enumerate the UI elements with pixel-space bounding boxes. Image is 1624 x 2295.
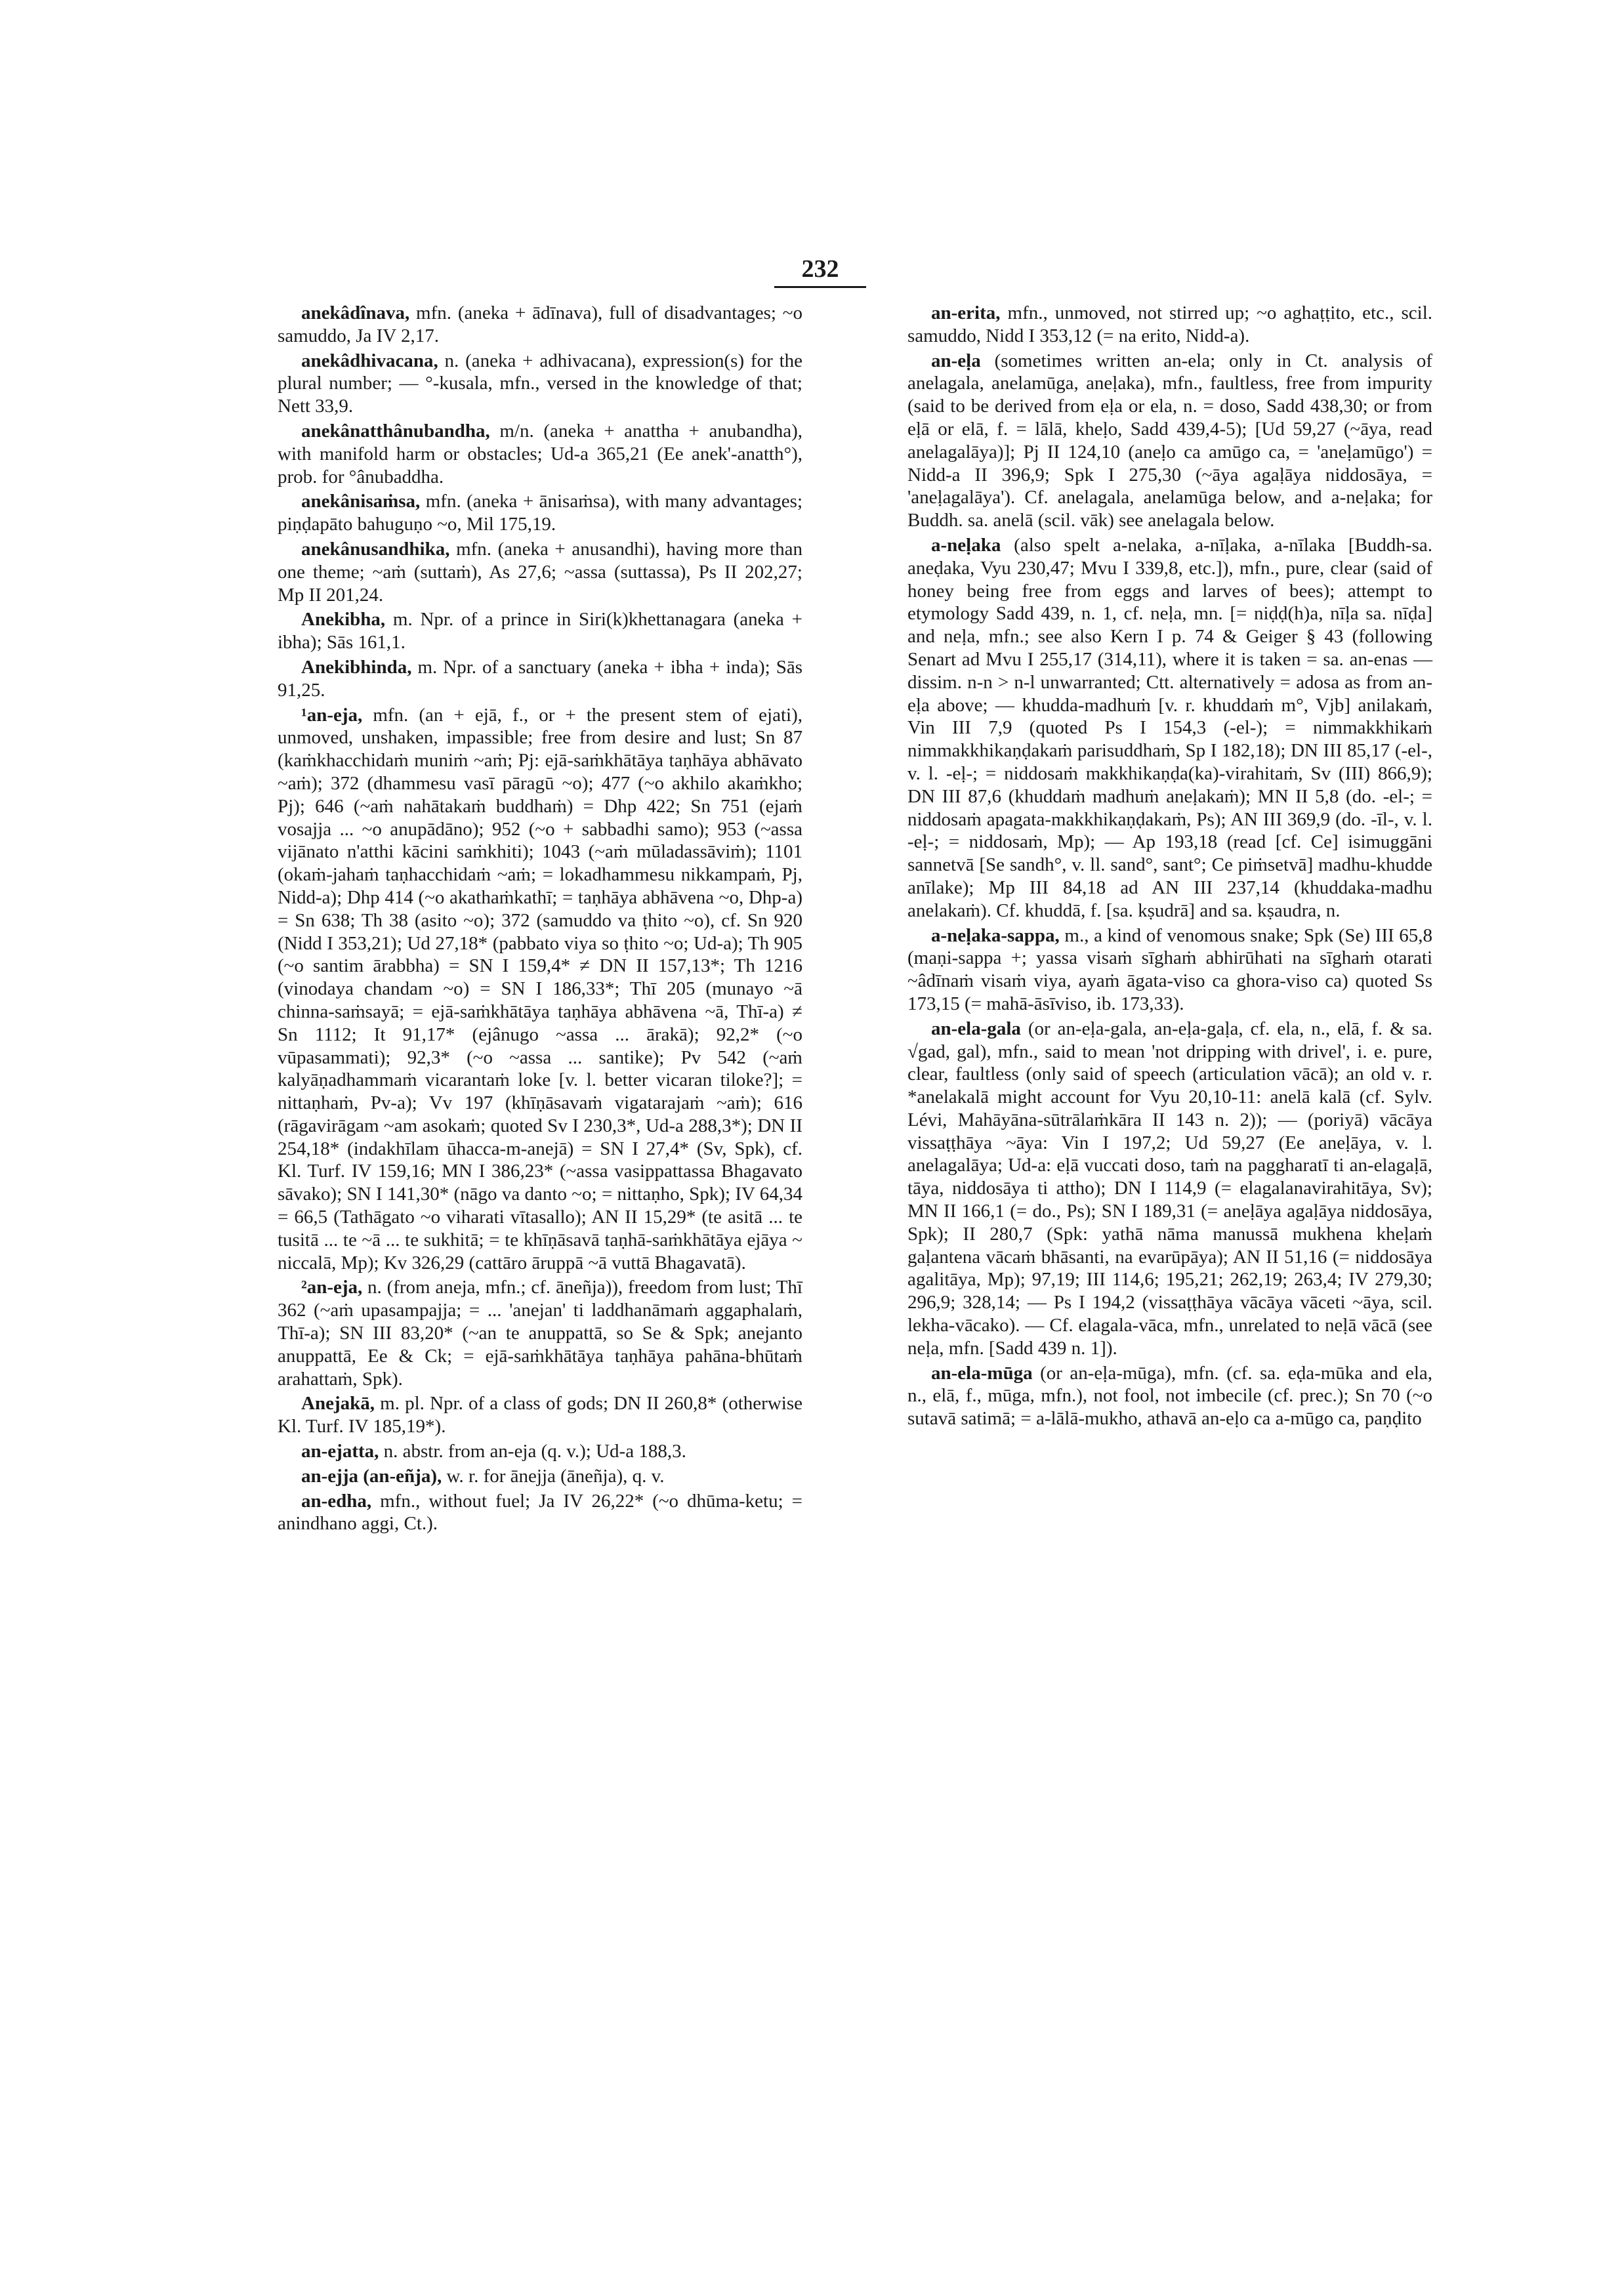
dictionary-entry: [278, 1392, 802, 1438]
entry-body: (sometimes written an-ela; only in Ct. analysis of anelagala, anelamūga, aneḷaka), mfn., faultless, free from impurity (said to be derived from eḷa or ela, n. = doso, Sadd 438,30; or from eḷā or elā, f. = lālā, kheḷo, Sadd 439,4-5); [Ud 59,27 (~āya, read anelagalāya)]; Pj II 124,10 (aneḷo ca amūgo ca, = 'aneḷamūgo') = Nidd-a II 396,9; Spk I 275,30 (~āya agaḷāya niddosāya, = 'aneḷagalāya'). Cf. anelagala, anelamūga below, and a-neḷaka; for Buddh. sa. anelā (scil. vāk) see anelagala below.: [907, 350, 1432, 531]
entry-body: mfn. (aneka + ādīnava), full of disadvantages; ~o samuddo, Ja IV 2,17.: [278, 302, 802, 346]
entry-headword: anekânusandhika,: [301, 538, 450, 560]
dictionary-entry: [278, 1465, 802, 1488]
entry-headword: an-erita,: [931, 302, 1001, 323]
dictionary-entry: [278, 420, 802, 488]
entry-headword: anekâdînava,: [301, 302, 410, 323]
entry-body: (or an-eḷa-mūga), mfn. (cf. sa. eḍa-mūka and ela, n., elā, f., mūga, mfn.), not fool, not imbecile (cf. prec.); Sn 70 (~o sutavā satimā; = a-lālā-mukho, athavā an-eḷo ca a-mūgo ca, paṇḍito: [907, 1362, 1432, 1430]
dictionary-entry: [278, 704, 802, 1275]
entry-headword: an-ela-gala: [931, 1018, 1021, 1039]
right-column: [907, 302, 1432, 1432]
dictionary-entry: [278, 1490, 802, 1536]
entry-body: w. r. for ānejja (āneñja), q. v.: [442, 1465, 665, 1487]
entry-body: n. (aneka + adhivacana), expression(s) for the plural number; — °-kusala, mfn., versed in the knowledge of that; Nett 33,9.: [278, 350, 802, 417]
entry-body: m., a kind of venomous snake; Spk (Se) III 65,8 (maṇi-sappa +; yassa visaṁ sīghaṁ abhirūhati na sīghaṁ otarati ~âdīnaṁ visaṁ viya, ayaṁ āgata-viso ca ghora-viso ca) quoted Ss 173,15 (= mahā-āsīviso, ib. 173,33).: [907, 924, 1432, 1014]
dictionary-entry: [278, 656, 802, 702]
entry-body: m/n. (aneka + anattha + anubandha), with manifold harm or obstacles; Ud-a 365,21 (Ee anek'-anatth°), prob. for °ânubaddha.: [278, 420, 802, 487]
entry-body: n. abstr. from an-eja (q. v.); Ud-a 188,3.: [379, 1441, 686, 1462]
entry-body: m. Npr. of a sanctuary (aneka + ibha + inda); Sās 91,25.: [278, 656, 802, 701]
entry-body: (or an-eḷa-gala, an-eḷa-gaḷa, cf. ela, n., elā, f. & sa. √gad, gal), mfn., said to mean 'not dripping with drivel', i. e. pure, clear, faultless (only said of speech (articulation vācā); an old v. r. *anelakalā might account for Vyu 20,10-11: anelā kalā (cf. Sylv. Lévi, Mahāyāna-sūtrālaṁkāra II 143 n. 2)); — (poriyā) vācāya vissaṭṭhāya ~āya: Vin I 197,2; Ud 59,27 (Ee aneḷāya, v. l. anelagalāya; Ud-a: eḷā vuccati doso, taṁ na paggharatī ti an-elagaḷā, tāya, niddosāya ti attho); DN I 114,9 (= elagalanavirahitāya, Sv); MN II 166,1 (= do., Ps); SN I 189,31 (= aneḷāya agaḷāya niddosāya, Spk); II 280,7 (Spk: yathā nāma manussā mukhena kheḷaṁ gaḷantena vācaṁ bhāsanti, na evarūpāya); AN II 51,16 (= niddosāya agalitāya, Mp); 97,19; III 114,6; 195,21; 262,19; 263,4; IV 279,30; 296,9; 328,14; — Ps I 194,2 (vissaṭṭhāya vācāya vāceti ~āya, scil. lekha-vācako). — Cf. elagala-vāca, mfn., unrelated to neḷā vācā (see neḷa, mfn. [Sadd 439 n. 1]).: [907, 1018, 1432, 1359]
dictionary-entry: [278, 608, 802, 654]
dictionary-entry: [278, 350, 802, 418]
entry-body: m. Npr. of a prince in Siri(k)khettanagara (aneka + ibha); Sās 161,1.: [278, 609, 802, 653]
entry-body: mfn. (an + ejā, f., or + the present stem of ejati), unmoved, unshaken, impassible; free from desire and lust; Sn 87 (kaṁkhacchidaṁ muniṁ ~aṁ; Pj: ejā-saṁkhātāya taṇhāya abhāvato ~aṁ); 372 (dhammesu vasī pāragū ~o); 477 (~o akhilo akaṁkho; Pj); 646 (~aṁ nahātakaṁ buddhaṁ) = Dhp 422; Sn 751 (ejaṁ vosajja ... ~o anupādāno); 952 (~o + sabbadhi samo); 953 (~assa vijānato n'atthi kācini saṁkhiti); 1043 (~aṁ mūladassāviṁ); 1101 (okaṁ-jahaṁ taṇhacchidaṁ ~aṁ; = lokadhammesu nikkampaṁ, Pj, Nidd-a); Dhp 414 (~o akathaṁkathī; = taṇhāya abhāvena ~o, Dhp-a) = Sn 638; Th 38 (asito ~o); 372 (samuddo va ṭhito ~o), cf. Sn 920 (Nidd I 353,21); Ud 27,18* (pabbato viya so ṭhito ~o; Ud-a); Th 905 (~o santim ārabbha) = SN I 159,4* ≠ DN II 157,13*; Th 1216 (vinodaya chandam ~o) = SN I 186,33*; Thī 205 (munayo ~ā chinna-saṁsayā; = ejā-saṁkhātāya taṇhāya abhāvena ~ā, Thī-a) ≠ Sn 1112; It 91,17* (ejânugo ~assa ... ārakā); 92,2* (~o vūpasammati); 92,3* (~o ~assa ... santike); Pv 542 (~aṁ kalyāṇadhammaṁ vicarantaṁ loke [v. l. better vicaran tiloke?]; = nittaṇhaṁ, Pv-a); Vv 197 (khīṇāsavaṁ vigatarajaṁ ~aṁ); 616 (rāgavirāgam ~am asokaṁ; quoted Sv I 230,3*, Ud-a 288,3*); DN II 254,18* (indakhīlam ūhacca-m-anejā) = SN I 27,4* (Sv, Spk), cf. Kl. Turf. IV 159,16; MN I 386,23* (~assa vasippattassa Bhagavato sāvako); SN I 141,30* (nāgo va danto ~o; = nittaṇho, Spk); IV 64,34 = 66,5 (Tathāgato ~o viharati vītasallo); AN II 15,29* (te asitā ... te tusitā ... te ~ā ... te sukhitā; = te khīṇāsavā taṇhā-saṁkhātāya ejāya ~ niccalā, Mp); Kv 326,29 (cattāro āruppā ~ā vuttā Bhagavatā).: [278, 704, 802, 1273]
page-number: 232: [774, 255, 866, 288]
entry-body: mfn. (aneka + ānisaṁsa), with many advantages; piṇḍapāto bahuguṇo ~o, Mil 175,19.: [278, 491, 802, 535]
entry-headword: an-ejja (an-eñja),: [301, 1465, 442, 1487]
entry-headword: anekâdhivacana,: [301, 350, 438, 371]
entry-headword: ¹an-eja,: [301, 704, 363, 726]
dictionary-entry: [278, 1440, 802, 1463]
entry-body: n. (from aneja, mfn.; cf. āneñja)), freedom from lust; Thī 362 (~aṁ upasampajja; = ... 'anejan' ti laddhanāmaṁ aggaphalaṁ, Thī-a); SN III 83,20* (~an te anuppattā, so Se & Spk; anejanto anuppattā, Ee & Ck; = ejā-saṁkhātāya taṇhāya pahāna-bhūtaṁ arahattaṁ, Spk).: [278, 1277, 802, 1390]
entry-headword: an-eḷa: [931, 350, 981, 371]
entry-body: mfn., unmoved, not stirred up; ~o aghaṭṭito, etc., scil. samuddo, Nidd I 353,12 (= na erito, Nidd-a).: [907, 302, 1432, 346]
dictionary-entry: [907, 1018, 1432, 1360]
entry-body: mfn. (aneka + anusandhi), having more than one theme; ~aṁ (suttaṁ), As 27,6; ~assa (suttassa), Ps II 202,27; Mp II 201,24.: [278, 538, 802, 606]
entry-body: mfn., without fuel; Ja IV 26,22* (~o dhūma-ketu; = anindhano aggi, Ct.).: [278, 1490, 802, 1535]
dictionary-entry: [907, 302, 1432, 348]
entry-headword: an-edha,: [301, 1490, 372, 1512]
dictionary-entry: [907, 924, 1432, 1016]
entry-headword: a-neḷaka: [931, 534, 1001, 556]
entry-headword: Anekibhinda,: [301, 656, 412, 678]
dictionary-entry: [907, 534, 1432, 922]
dictionary-entry: [278, 538, 802, 606]
dictionary-entry: [278, 302, 802, 348]
entry-headword: Anejakā,: [301, 1393, 375, 1415]
dictionary-entry: [907, 1362, 1432, 1430]
entry-headword: an-ejatta,: [301, 1441, 379, 1462]
entry-body: m. pl. Npr. of a class of gods; DN II 260,8* (otherwise Kl. Turf. IV 185,19*).: [278, 1393, 802, 1437]
entry-headword: Anekibha,: [301, 609, 386, 631]
entry-headword: anekânatthânubandha,: [301, 420, 490, 442]
entry-body: (also spelt a-nelaka, a-nīḷaka, a-nīlaka [Buddh-sa. aneḍaka, Vyu 230,47; Mvu I 339,8, etc.]), mfn., pure, clear (said of honey being free from eggs and larves of bees); attempt to etymology Sadd 439, n. 1, cf. neḷa, mn. [= niḍḍ(h)a, nīḷa sa. nīḍa] and neḷa, mfn.; see also Kern I p. 74 & Geiger § 43 (following Senart ad Mvu I 255,17 (314,11), where it is taken = sa. an-enas — dissim. n-n > n-l unwarranted; Ctt. alternatively = adosa as from an-eḷa above; — khudda-madhuṁ [v. r. khuddaṁ m°, Vjb] anilakaṁ, Vin III 7,9 (quoted Ps I 154,3 (-el-); = nimmakkhikaṁ nimmakkhikaṇḍakaṁ parisuddhaṁ, Sp I 182,18); DN III 85,17 (-el-, v. l. -eḷ-; = niddosaṁ makkhikaṇḍa(ka)-virahitaṁ, Sv (III) 866,9); DN III 87,6 (khuddaṁ madhuṁ aneḷakaṁ); MN II 5,8 (do. -el-; = niddosaṁ apagata-makkhikaṇḍakaṁ, Ps); AN III 369,9 (do. -īl-, v. l. -eḷ-; = niddosaṁ, Mp); — Ap 193,18 (read [cf. Ce] isimuggāni sannetvā [Se sandh°, v. ll. sand°, sant°; Ce piṁsetvā] madhu-khudde anīlake); Mp III 84,18 ad AN III 237,14 (khuddaka-madhu anelakaṁ). Cf. khuddā, f. [sa. kṣudrā] and sa. kṣaudra, n.: [907, 534, 1432, 921]
entry-headword: an-ela-mūga: [931, 1362, 1033, 1384]
entry-headword: a-neḷaka-sappa,: [931, 924, 1060, 946]
entry-headword: ²an-eja,: [301, 1277, 363, 1298]
dictionary-entry: [278, 490, 802, 536]
dictionary-entry: [278, 1276, 802, 1390]
left-column: [278, 302, 802, 1537]
entry-headword: anekânisaṁsa,: [301, 491, 421, 512]
dictionary-entry: [907, 350, 1432, 532]
